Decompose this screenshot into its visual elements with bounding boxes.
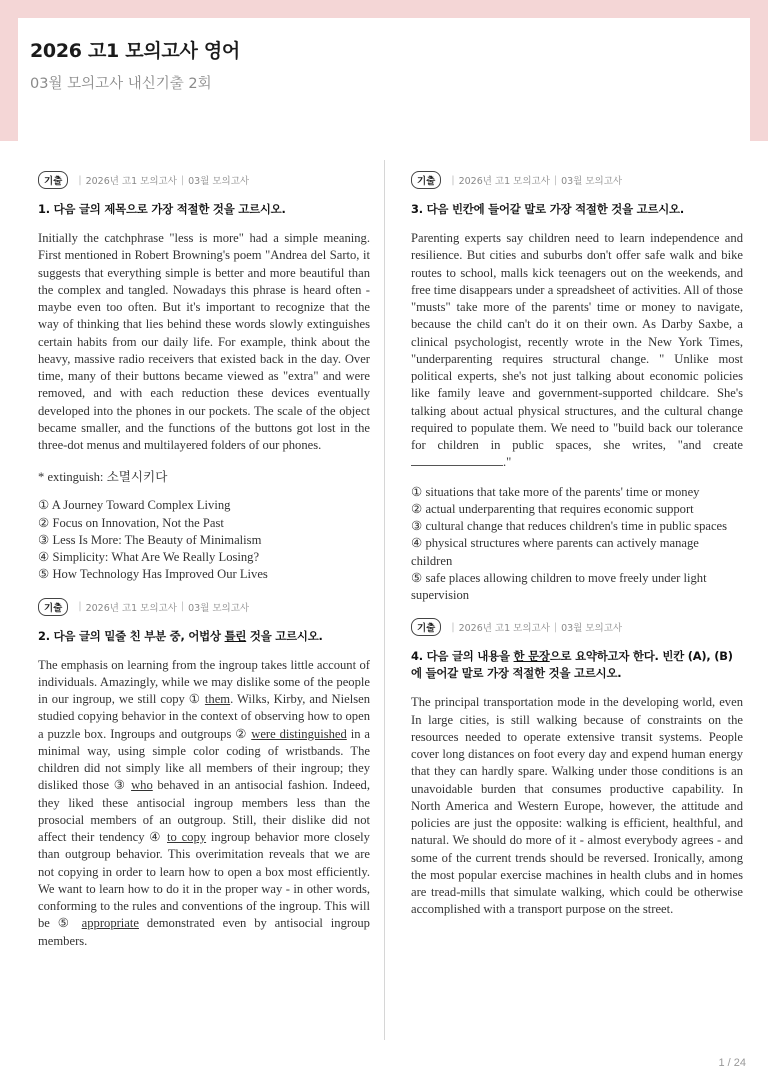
source-month: 03월 모의고사 [188, 602, 250, 614]
question-3-tag-row: 기출 | 2026년 고1 모의고사 | 03월 모의고사 [411, 171, 743, 189]
document-title: 2026 고1 모의고사 영어 [30, 40, 240, 62]
source-tag: 기출 [411, 171, 441, 189]
question-3-passage: Parenting experts say children need to learn independence and resilience. But cities and suburbs don't offer safe walk and bike routes to school, malls kick teenagers out on the weekends, and free time disappears under a spreadsheet of activities. All of those "musts" take more of the parents' time or money to navigate, because the child can't do it on their own. As Darby Saxbe, a clinical psychologist, recently wrote in the New York Times, "underparenting requires structural change. " Unlike most political experts, she's not just talking about economic policies like family leave and government-supported childcare. She's talking about actual physical structures, and the cultural change required to populate them. We need to "build back our tolerance for children in public spaces, she writes, "and create ." [411, 231, 743, 470]
question-1-note: * extinguish: 소멸시키다 [38, 470, 168, 485]
source-tag: 기출 [38, 598, 68, 616]
question-4-passage: The principal transportation mode in the developing world, even In large cities, is still walking because of constraints on the resources needed to operate extensive transit systems. People cover long distances on foot every day and expend human energy that they can hardly spare. Walking under those conditions is an unavoidable burden that consumes productive capability. In North America and Western Europe, however, the attitude and policies are just the opposite: walking is efficient, healthful, and natural. We should do more of it - almost everybody agrees - and some of the current trends should be reversed. Ironically, among the most popular exercise machines in health clubs and in homes are tread-mills that simulate walking, which could be otherwise accomplished with a transport purpose on the street. [411, 695, 743, 917]
option[interactable]: ④ Simplicity: What Are We Really Losing? [38, 550, 260, 564]
option[interactable]: ① A Journey Toward Complex Living [38, 498, 231, 513]
option[interactable]: ② actual underparenting that requires economic support [411, 501, 694, 516]
right-column [411, 171, 743, 919]
option[interactable]: ③ cultural change that reduces children's time in public spaces [411, 519, 728, 533]
option[interactable]: ② Focus on Innovation, Not the Past [38, 515, 224, 530]
option[interactable]: ⑤ How Technology Has Improved Our Lives [38, 567, 268, 582]
question-1-tag-row: 기출 | 2026년 고1 모의고사 | 03월 모의고사 [38, 171, 370, 189]
source-tag: 기출 [411, 618, 441, 636]
source-month: 03월 모의고사 [561, 176, 623, 187]
document-subtitle: 03월 모의고사 내신기출 2회 [30, 76, 212, 92]
question-1-options [38, 497, 370, 583]
source-year: 2026년 고1 모의고사 [85, 176, 177, 187]
option[interactable]: ④ physical structures where parents can actively manage children [411, 536, 699, 568]
question-1-passage: Initially the catchphrase "less is more" had a simple meaning. First mentioned in Robert Browning's poem "Andrea del Sarto, it suggests that everything simple is better and more beautiful than the complex and tangled. Nowadays this phrase is heard often - maybe even too often. But it's important to recognize that the way of thinking that lies behind these words slowly extinguishes certain habits from our daily life. For example, think about the heavy, massive radio receivers that existed back in the day. Over time, many of their buttons became viewed as "extra" and were removed, and with each reduction these devices eventually developed into the phones in our pockets. The scale of the object became smaller, and the functions of the buttons got lost in the three-dot menus and multilayered folders of our phones. [38, 231, 370, 452]
underlined-1: them [204, 692, 231, 706]
source-month: 03월 모의고사 [188, 176, 250, 187]
question-1-title: 1. 다음 글의 제목으로 가장 적절한 것을 고르시오. [38, 202, 286, 216]
underlined-4: to copy [167, 830, 207, 844]
left-column [38, 171, 370, 950]
question-4-title: 4. 다음 글의 내용을 한 문장으로 요약하고자 한다. 빈칸 (A), (B)에 들어갈 말로 가장 적절한 것을 고르시오. [411, 649, 733, 681]
source-year: 2026년 고1 모의고사 [458, 623, 550, 635]
option[interactable]: ⑤ safe places allowing children to move freely under light supervision [411, 570, 707, 602]
source-year: 2026년 고1 모의고사 [458, 176, 550, 187]
question-3-title: 3. 다음 빈칸에 들어갈 말로 가장 적절한 것을 고르시오. [411, 202, 684, 216]
underlined-2: were distinguished [251, 726, 347, 741]
source-year: 2026년 고1 모의고사 [85, 602, 177, 614]
option[interactable]: ① situations that take more of the parents' time or money [411, 484, 700, 499]
question-2-title: 2. 다음 글의 밑줄 친 부분 중, 어법상 틀린 것을 고르시오. [38, 628, 323, 643]
option[interactable]: ③ Less Is More: The Beauty of Minimalism [38, 532, 262, 547]
question-3-options [411, 484, 743, 605]
underlined-3: who [131, 778, 153, 793]
source-tag: 기출 [38, 171, 68, 189]
answer-blank [411, 455, 503, 466]
page-number: 1 / 24 [718, 1057, 746, 1069]
underlined-5: appropriate [81, 916, 139, 931]
question-2-passage: The emphasis on learning from the ingroup takes little account of individuals. Amazingly, while we may dislike some of the people in our ingroup, we still copy ① them. Wilks, Kirby, and Nielsen studied copying behavior in the context of observing how to open a puzzle box. Ingroups and outgroups ② were distinguished in a minimal way, using simple color coding of wristbands. The children did not simply like all members of their ingroup; they disliked those ③ who behaved in an antisocial fashion. Indeed, they liked these antisocial ingroup members less than the prosocial members of an outgroup. Still, their dislike did not affect their tendency ④ to copy ingroup behavior more closely than outgroup behavior. This overimitation reveals that we are not copying in order to learn how to open a box most efficiently. We want to learn how to do it in the proper way - in other words, conforming to the rules and conventions of the ingroup. This will be ⑤ appropriate demonstrated even by antisocial ingroup members. [38, 657, 370, 948]
question-2-tag-row: 기출 | 2026년 고1 모의고사 | 03월 모의고사 [38, 598, 370, 616]
source-month: 03월 모의고사 [561, 623, 623, 635]
question-4-tag-row: 기출 | 2026년 고1 모의고사 | 03월 모의고사 [411, 618, 743, 636]
column-divider [384, 160, 385, 1040]
